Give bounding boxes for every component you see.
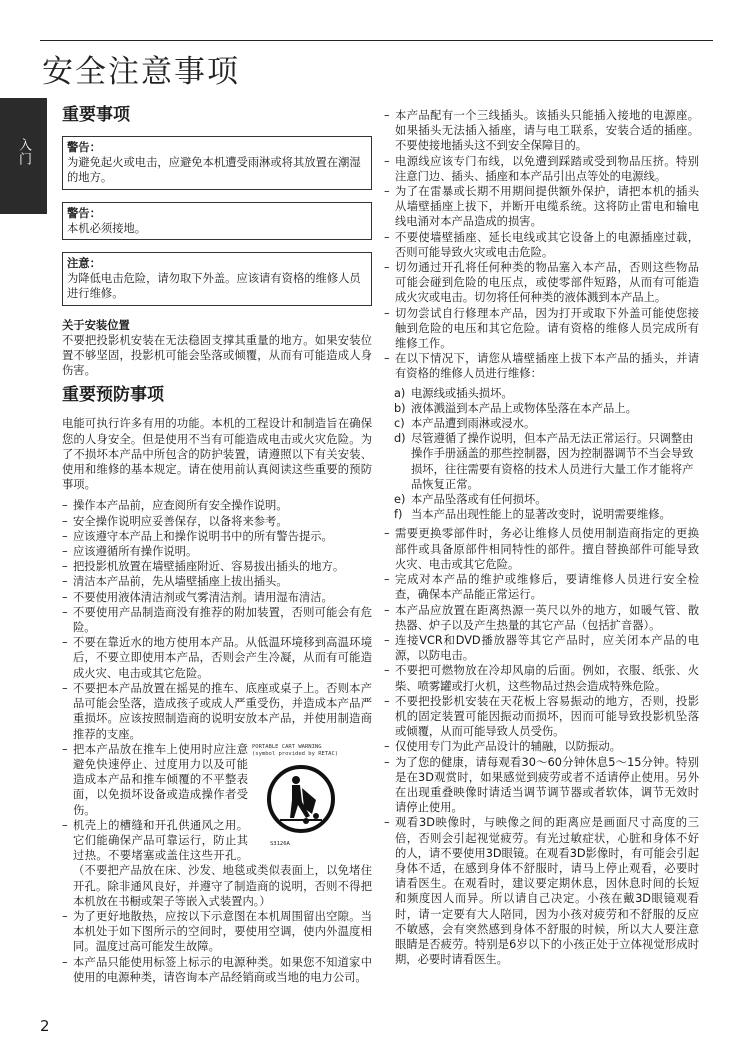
list-item: – 为了在雷暴或长期不用期间提供额外保护，请把本机的插头从墙壁插座上拔下，并断开电缆系统。这将防止雷电和输电线电涌对本产品造成的损害。 (384, 184, 699, 230)
list-item: – 应该遵守本产品上和操作说明书中的所有警告提示。 (62, 529, 372, 544)
precautions-list (62, 498, 372, 985)
service-conditions-list (384, 386, 699, 523)
sub-list-item (394, 492, 699, 507)
list-item: – 不要在靠近水的地方使用本产品。从低温环境移到高温环境后，不要立即使用本产品，否则会产生冷凝，从而有可能造成火灾、电击或其它危险。 (62, 635, 372, 681)
list-item (62, 742, 372, 847)
install-text: 不要把投影机安装在无法稳固支撑其重量的地方。如果安装位置不够坚固，投影机可能会坠落或倾覆，从而有可能造成人身伤害。 (62, 333, 372, 378)
list-item: – 本产品应放置在距离热源一英尺以外的地方，如暖气管、散热器、炉子以及产生热量的其它产品（包括扩音器）。 (384, 603, 699, 633)
caution-box (62, 252, 372, 306)
list-item: – 不要使用产品制造商没有推荐的附加装置，否则可能会有危险。 (62, 605, 372, 635)
precautions-list-continued-2 (384, 526, 699, 967)
list-item: – 机壳上的槽缝和开孔供通风之用。它们能确保产品可靠运行，防止其过热。不要堵塞或盖住这些开孔。（不要把产品放在床、沙发、地毯或类似表面上，以免堵住开孔。除非通风良好，并遵守了制造商的说明，否则不得把本机放在书橱或架子等嵌入式装置内。） (62, 818, 372, 909)
sub-marker: d) (394, 432, 406, 446)
list-item: – 把投影机放置在墙壁插座附近、容易拔出插头的地方。 (62, 559, 372, 574)
warning-text: 为避免起火或电击，应避免本机遭受雨淋或将其放置在潮湿的地方。 (67, 156, 361, 185)
list-item: – 在以下情况下，请您从墙壁插座上拔下本产品的插头，并请有资格的维修人员进行维修： (384, 351, 699, 381)
list-item: – 不要把投影机安装在天花板上容易振动的地方，否则，投影机的固定装置可能因振动而损坏，因而可能导致投影机坠落或倾覆，从而可能导致人员受伤。 (384, 694, 699, 740)
page-title: 安全注意事项 (42, 54, 240, 90)
install-heading: 关于安装位置 (62, 318, 130, 332)
top-rule (40, 40, 713, 41)
list-item: – 不要使墙壁插座、延长电线或其它设备上的电源插座过载，否则可能导致火灾或电击危险。 (384, 230, 699, 260)
sub-text: 尽管遵循了操作说明，但本产品无法正常运行。只调整由操作手册涵盖的那些控制器，因为控制器调节不当会导致损坏，往往需要有资格的技术人员进行大量工作才能将产品恢复正常。 (411, 432, 694, 491)
list-item: – 需要更换零部件时，务必让维修人员使用制造商指定的更换部件或具备原部件相同特性的部件。擅自替换部件可能导致火灾、电击或其它危险。 (384, 526, 699, 572)
warning-text: 本机必须接地。 (67, 221, 147, 235)
page-number: 2 (40, 1017, 50, 1035)
list-item: – 切勿通过开孔将任何种类的物品塞入本产品，否则这些物品可能会碰到危险的电压点，或使零部件短路，从而有可能造成火灾或电击。切勿将任何种类的液体溅到本产品上。 (384, 260, 699, 306)
sub-text: 本产品坠落或有任何损坏。 (411, 493, 547, 507)
sub-list-item (394, 401, 699, 416)
list-item: – 应该遵循所有操作说明。 (62, 544, 372, 559)
warning-title: 警告： (67, 206, 101, 220)
sub-marker: f) (394, 508, 403, 522)
sub-list-item (394, 431, 699, 492)
sub-text: 电源线或插头损坏。 (411, 386, 513, 400)
precautions-list-continued (384, 108, 699, 382)
precautions-intro: 电能可执行许多有用的功能。本机的工程设计和制造旨在确保您的人身安全。但是使用不当有可能造成电击或火灾危险。为了不损坏本产品中所包含的防护装置，请遵照以下有关安装、使用和维修的基本规定。请在使用前认真阅读这些重要的预防事项。 (62, 417, 372, 492)
sub-text: 本产品遭到雨淋或浸水。 (411, 417, 536, 431)
list-item: – 切勿尝试自行修理本产品，因为打开或取下外盖可能使您接触到危险的电压和其它危险。请有资格的维修人员完成所有维修工作。 (384, 306, 699, 352)
list-item: – 不要把可燃物放在冷却风扇的后面。例如，衣服、纸张、火柴、喷雾罐或打火机，这些物品过热会造成特殊危险。 (384, 663, 699, 693)
list-item: – 仅使用专门为此产品设计的辅融，以防振动。 (384, 739, 699, 754)
sub-list-item (394, 386, 699, 401)
figure-caption: (symbol provided by RETAC) (252, 750, 339, 757)
list-item: – 为了您的健康，请每观看30～60分钟休息5～15分钟。特别是在3D观赏时，如果感觉到疲劳或者不适请停止使用。另外在出现重叠映像时请适当调节调节器或者软体，调节无效时请停止使用。 (384, 755, 699, 816)
sub-text: 液体溅溢到本产品上或物体坠落在本产品上。 (411, 401, 637, 415)
sub-marker: a) (394, 386, 406, 400)
sub-list-item (394, 416, 699, 431)
sub-list-item (394, 507, 699, 522)
list-item: – 完成对本产品的维护或维修后，要请维修人员进行安全检查，确保本产品能正常运行。 (384, 572, 699, 602)
sub-text: 当本产品出现性能上的显著改变时，说明需要维修。 (411, 508, 671, 522)
warning-box-1 (62, 136, 372, 190)
sub-marker: e) (394, 493, 406, 507)
precautions-heading: 重要预防事项 (62, 385, 164, 406)
sub-marker: b) (394, 401, 406, 415)
list-item: – 连接VCR和DVD播放器等其它产品时，应关闭本产品的电源，以防电击。 (384, 633, 699, 663)
caution-title: 注意： (67, 257, 101, 271)
list-item: – 不要把本产品放置在摇晃的推车、底座或桌子上。否则本产品可能会坠落，造成孩子或成人严重受伤，并造成本产品严重损坏。应该按照制造商的说明安放本产品，并使用制造商推荐的支座。 (62, 681, 372, 742)
sub-marker: c) (394, 417, 405, 431)
caution-text: 为降低电击危险，请勿取下外盖。应该请有资格的维修人员进行维修。 (67, 272, 361, 301)
important-heading: 重要事项 (62, 105, 130, 125)
figure-code: S3126A (270, 840, 290, 847)
left-column (62, 100, 372, 985)
list-item: – 为了更好地散热，应按以下示意图在本机周围留出空隙。当本机处于如下图所示的空间时，要使用空调，使内外温度相同。温度过高可能发生故障。 (62, 909, 372, 955)
side-tab-label: 入门 (16, 138, 31, 166)
list-item: – 清洁本产品前，先从墙壁插座上拔出插头。 (62, 574, 372, 589)
list-item: – 本产品配有一个三线插头。该插头只能插入接地的电源座。如果插头无法插入插座，请与电工联系，安装合适的插座。不要使接地插头这不到安全保障目的。 (384, 108, 699, 154)
list-item: – 本产品只能使用标签上标示的电源种类。如果您不知道家中使用的电源种类，请咨询本产品经销商或当地的电力公司。 (62, 955, 372, 985)
list-item-text: 把本产品放在推车上使用时应注意避免快速停止、过度用力以及可能造成本产品和推车倾覆的不平整表面，以免损坏设备或造成操作者受伤。 (73, 742, 248, 817)
warning-title: 警告： (67, 141, 101, 154)
side-tab (0, 98, 47, 214)
list-item: – 不要使用液体清洁剂或气雾清洁剂。请用湿布清洁。 (62, 590, 372, 605)
figure-caption: – PORTABLE CART WARNING (252, 743, 322, 750)
warning-box-2 (62, 202, 372, 240)
list-item: – 安全操作说明应妥善保存，以备将来参考。 (62, 514, 372, 529)
list-item: – 电源线应该专门布线，以免遭到踩踏或受到物品压挤。特别注意门边、插头、插座和本产品引出点等处的电源线。 (384, 154, 699, 184)
list-item: – 观看3D映像时，与映像之间的距离应是画面尺寸高度的三倍，否则会引起视觉疲劳。有光过敏症状，心脏和身体不好的人，请不要使用3D眼镜。在观看3D影像时，有可能会引起身体不适，在感到身体不舒服时，请马上停止观看，必要时请看医生。在观看时，建议要定期休息，因休息时间的长短和频度因人而异。所以请自己决定。小孩在戴3D眼镜观看时，请一定要有大人陪同，因为小孩对疲劳和不舒服的反应不敏感，会有突然感到身体不舒服的时候，所以大人要注意眼睛是否疲劳。特别是6岁以下的小孩正处于立体视觉形成时期，必要时请看医生。 (384, 815, 699, 967)
right-column (384, 108, 699, 967)
list-item: – 操作本产品前，应查阅所有安全操作说明。 (62, 498, 372, 513)
